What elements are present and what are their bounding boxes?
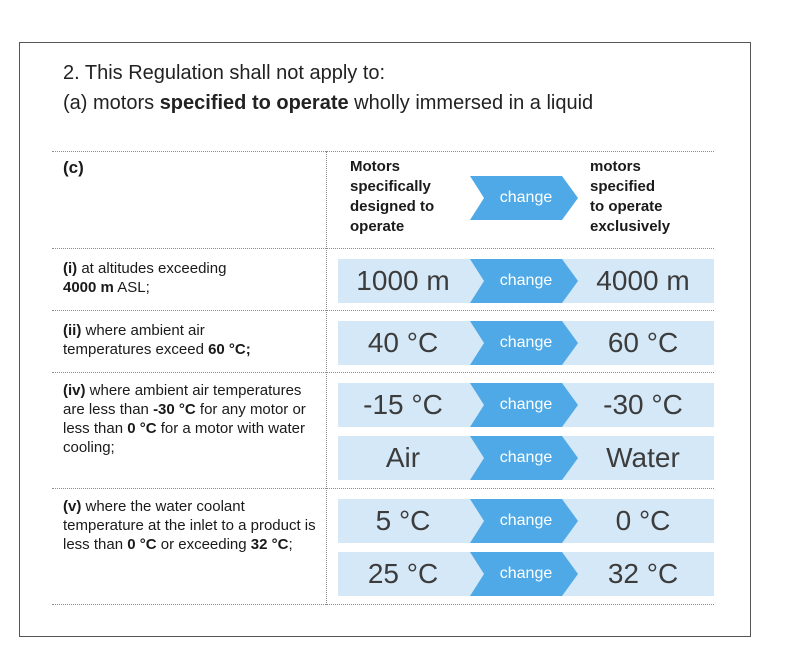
value-before: 5 °C [375, 505, 431, 536]
description-text: for any motor or less than [63, 401, 306, 437]
description-emphasis: 4000 m [63, 279, 114, 296]
row-description [63, 381, 321, 457]
column-header-line: designed to [350, 198, 435, 215]
divider [52, 248, 714, 249]
column-header-line: to operate [590, 198, 663, 215]
description-text: where ambient air temperatures are less than [63, 382, 302, 418]
change-label: change [499, 189, 553, 206]
divider [52, 604, 714, 605]
change-arrow [470, 176, 578, 220]
divider [52, 151, 714, 152]
change-arrow [470, 499, 578, 543]
change-arrow [470, 321, 578, 365]
description-emphasis: (iv) [63, 382, 86, 399]
value-after: Water [606, 442, 680, 473]
column-header-after [590, 157, 710, 237]
description-text: ; [288, 536, 293, 553]
description-text: temperatures exceed [63, 341, 209, 358]
regulation-heading: 2. This Regulation shall not apply to: [63, 62, 386, 84]
change-label: change [499, 334, 553, 351]
description-emphasis: 60 °C; [208, 341, 251, 358]
row-description [63, 321, 318, 359]
value-after: 0 °C [615, 505, 671, 536]
row-description [63, 259, 318, 297]
value-before: Air [385, 442, 421, 473]
change-label: change [499, 512, 553, 529]
description-emphasis: (ii) [63, 322, 82, 339]
value-after: -30 °C [603, 389, 683, 420]
column-header-line: specifically [350, 178, 431, 195]
value-before: 40 °C [367, 327, 439, 358]
change-label: change [499, 396, 553, 413]
description-text: or exceeding [156, 536, 251, 553]
clause-a-emphasis: specified to operate [159, 92, 349, 114]
change-arrow [470, 383, 578, 427]
description-emphasis: 0 °C [127, 420, 157, 437]
regulation-clause-a [63, 92, 593, 115]
description-text: where ambient air [81, 322, 205, 339]
description-text: ASL; [113, 279, 150, 296]
clause-c-label: (c) [63, 158, 84, 177]
value-after: 32 °C [607, 558, 679, 589]
value-before: 1000 m [356, 265, 450, 296]
description-emphasis: 32 °C [250, 536, 289, 553]
column-header-line: operate [350, 218, 405, 235]
description-text: for a motor with water cooling; [63, 420, 305, 456]
description-emphasis: (i) [63, 260, 78, 277]
clause-a-suffix: wholly immersed in a liquid [348, 92, 594, 114]
change-arrow [470, 552, 578, 596]
row-description [63, 497, 321, 554]
change-arrow [470, 436, 578, 480]
clause-a-prefix: (a) motors [63, 92, 160, 114]
column-header-line: exclusively [590, 218, 671, 235]
column-divider [326, 151, 327, 605]
value-before: -15 °C [363, 389, 443, 420]
column-header-line: Motors [350, 158, 400, 175]
description-emphasis: (v) [63, 498, 82, 515]
change-label: change [499, 272, 553, 289]
change-label: change [499, 565, 553, 582]
description-text: where the water coolant temperature at the inlet to a product is less than [63, 498, 316, 553]
divider [52, 372, 714, 373]
value-after: 4000 m [596, 265, 690, 296]
column-header-line: motors [590, 158, 641, 175]
column-header-before [350, 157, 470, 237]
description-emphasis: -30 °C [153, 401, 196, 418]
description-text: at altitudes exceeding [77, 260, 227, 277]
description-emphasis: 0 °C [127, 536, 157, 553]
change-arrow [470, 259, 578, 303]
value-after: 60 °C [607, 327, 679, 358]
column-header-line: specified [590, 178, 656, 195]
change-label: change [499, 449, 553, 466]
value-before: 25 °C [367, 558, 439, 589]
divider [52, 310, 714, 311]
divider [52, 488, 714, 489]
